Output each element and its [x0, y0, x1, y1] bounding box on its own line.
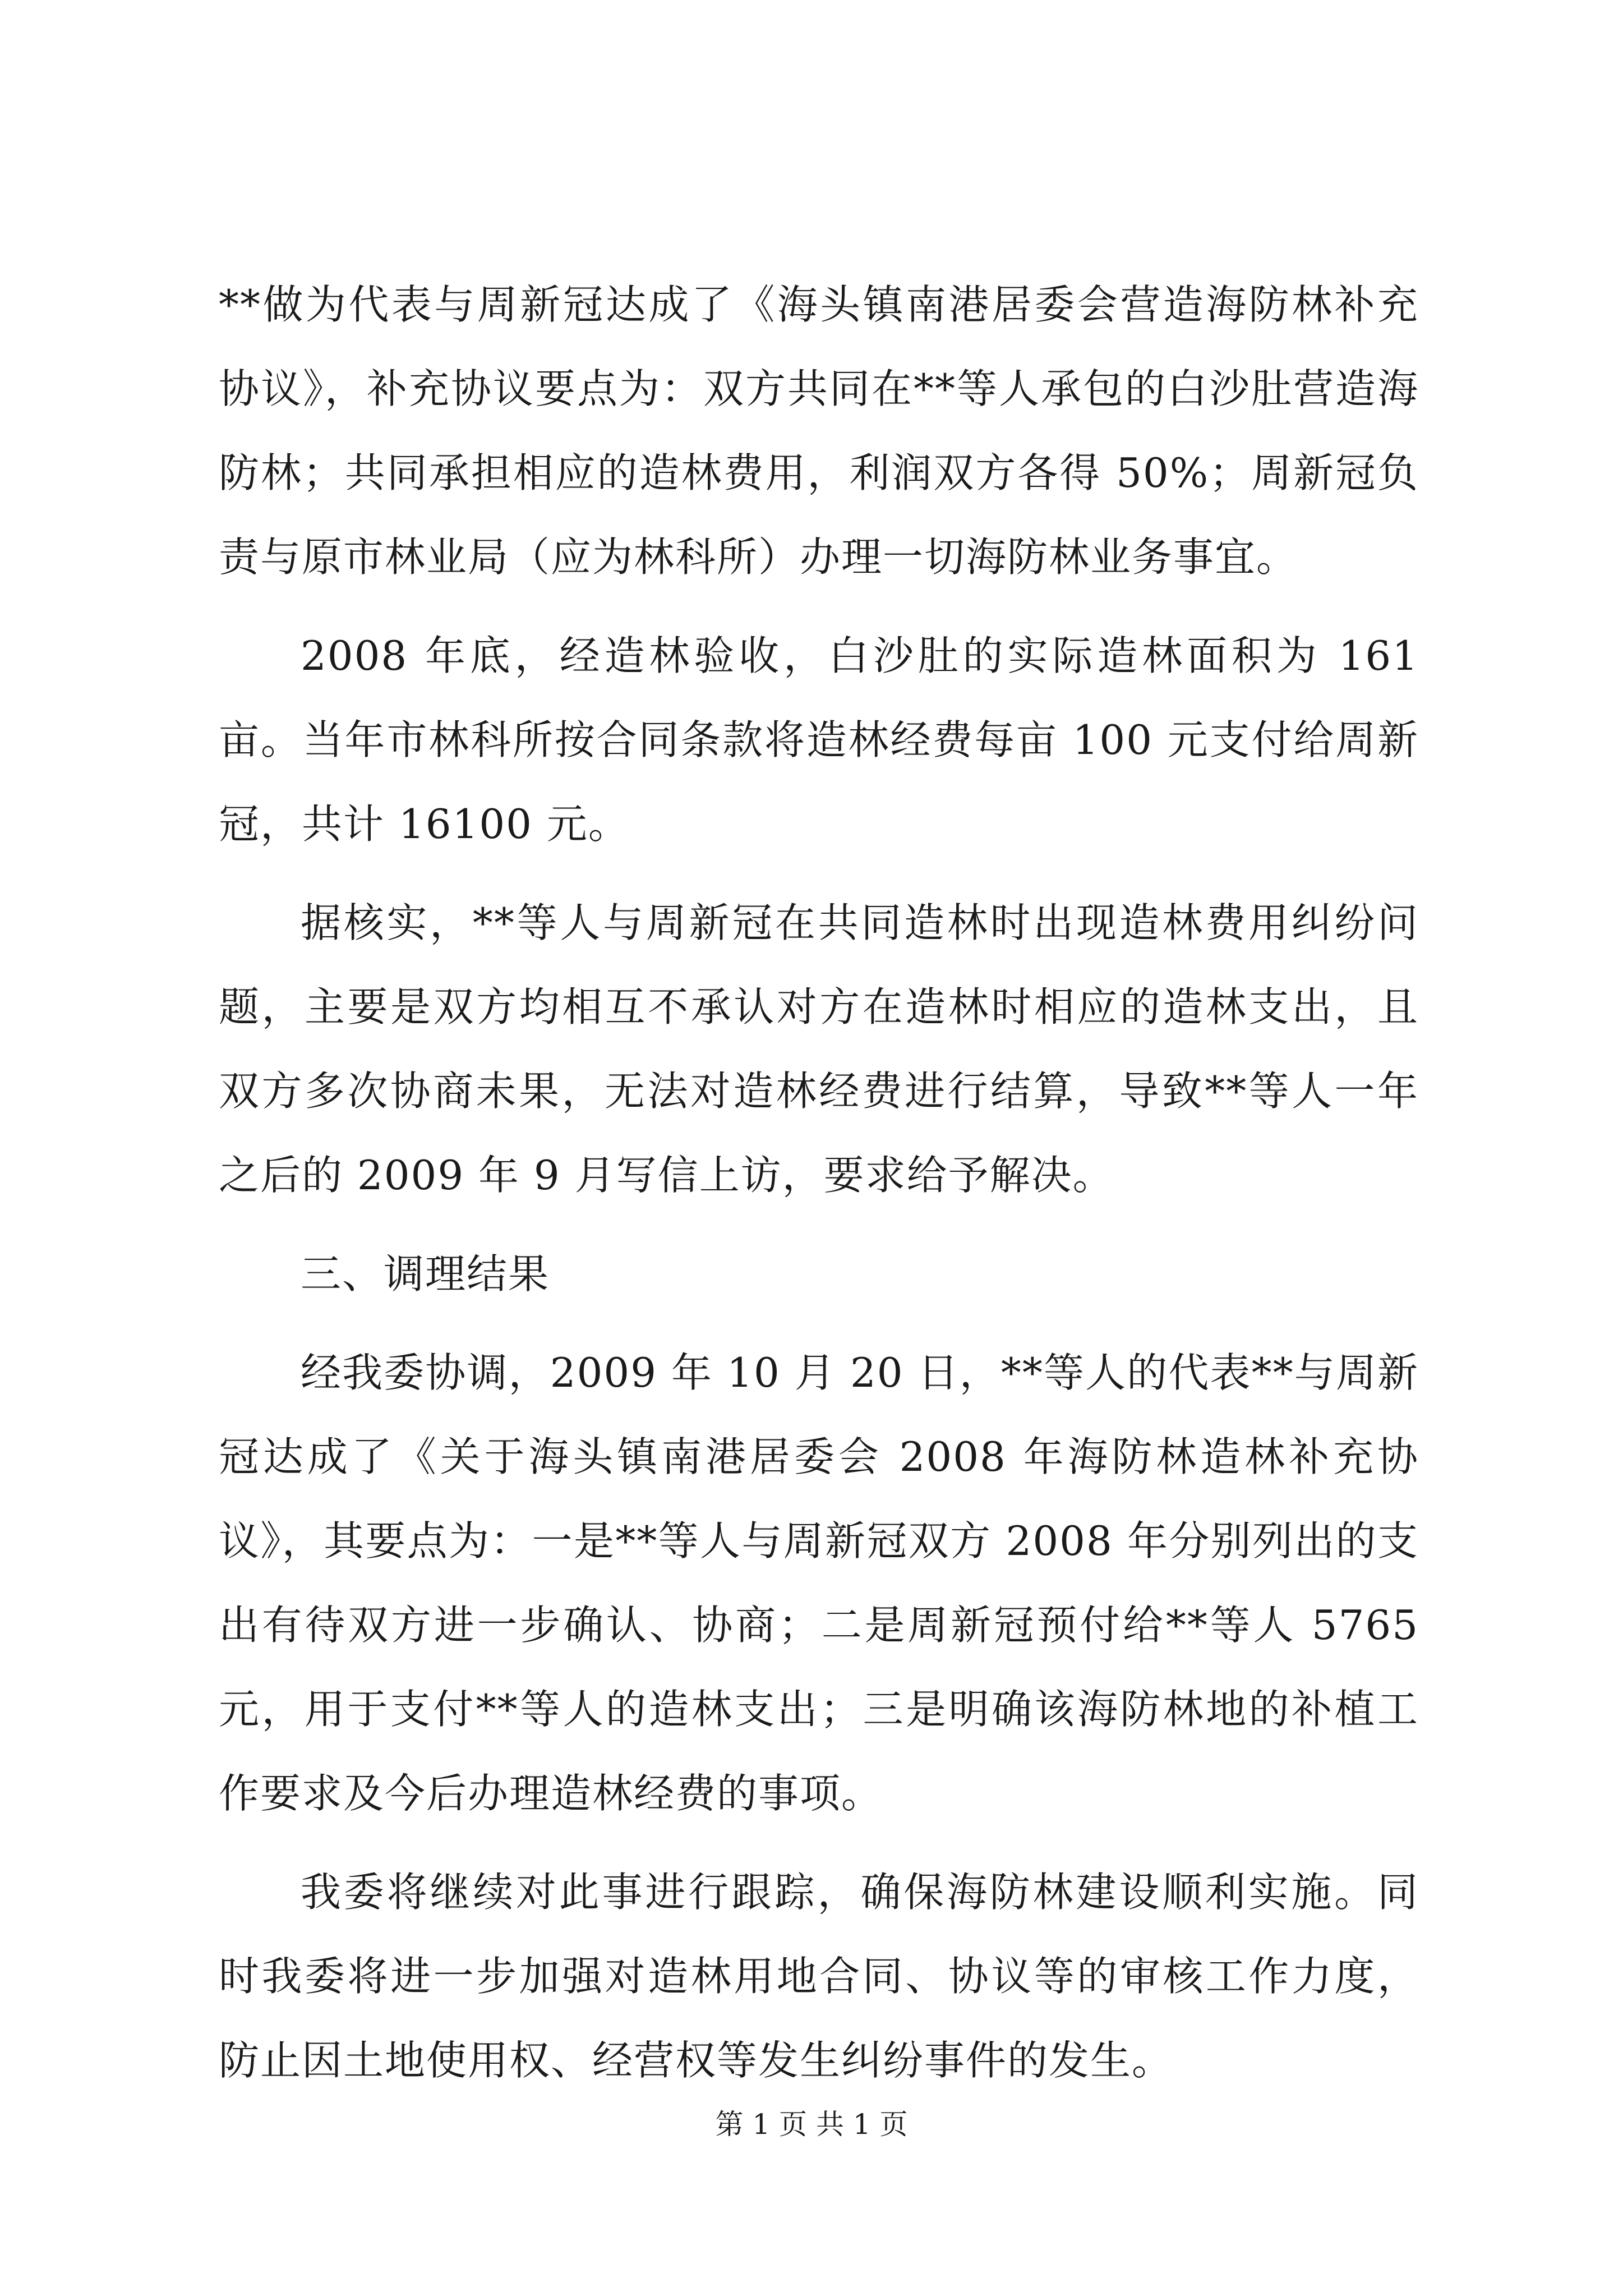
section-heading-result: 三、调理结果	[301, 1250, 550, 1297]
document-body	[219, 263, 1419, 2117]
paragraph-acceptance-2008: 2008 年底，经造林验收，白沙肚的实际造林面积为 161 亩。当年市林科所按合同条款将造林经费每亩 100 元支付给周新冠，共计 16100 元。	[219, 632, 1419, 848]
paragraph-dispute-verification: 据核实，**等人与周新冠在共同造林时出现造林费用纠纷问题，主要是双方均相互不承认对方在造林时相应的造林支出，且双方多次协商未果，无法对造林经费进行结算，导致**等人一年之后的 2009 年 9 月写信上访，要求给予解决。	[219, 899, 1419, 1199]
paragraph-mediation-result: 经我委协调，2009 年 10 月 20 日，**等人的代表**与周新冠达成了《关于海头镇南港居委会 2008 年海防林造林补充协议》，其要点为：一是**等人与周新冠双方 2008 年分别列出的支出有待双方进一步确认、协商；二是周新冠预付给**等人 5765 元，用于支付**等人的造林支出；三是明确该海防林地的补植工作要求及今后办理造林经费的事项。	[219, 1349, 1419, 1817]
paragraph-agreement-summary: **做为代表与周新冠达成了《海头镇南港居委会营造海防林补充协议》，补充协议要点为：双方共同在**等人承包的白沙肚营造海防林；共同承担相应的造林费用，利润双方各得 50%；周新冠负责与原市林业局（应为林科所）办理一切海防林业务事宜。	[219, 281, 1419, 581]
page-number-footer: 第 1 页 共 1 页	[715, 2108, 908, 2141]
paragraph-follow-up: 我委将继续对此事进行跟踪，确保海防林建设顺利实施。同时我委将进一步加强对造林用地合同、协议等的审核工作力度，防止因土地使用权、经营权等发生纠纷事件的发生。	[219, 1869, 1419, 2084]
